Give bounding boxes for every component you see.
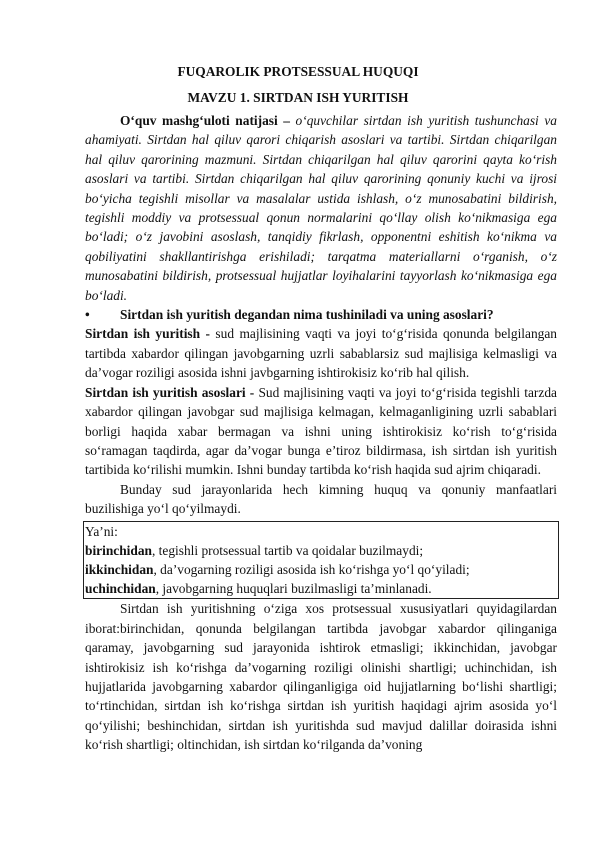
summary-item-term: uchinchidan: [85, 581, 156, 597]
definition-paragraph: [85, 324, 557, 382]
definition-text: sud majlisining vaqti va joyi to‘g‘risida qonunda belgilangan tartibda xabardor qilingan javobgarning uzrli sabablarsiz sud majlisiga kelmasligi va da’vogar roziligi asosida ishni javbgarning ishtirokisiz ko‘rib hal qilish.: [85, 326, 558, 381]
summary-item-text: , da’vogarning roziligi asosida ish ko‘rishga yo‘l qo‘yiladi;: [153, 561, 470, 577]
summary-box: [83, 521, 559, 600]
document-title: FUQAROLIK PROTSESSUAL HUQUQI: [177, 64, 419, 79]
grounds-text: Sud majlisining vaqti va joyi to‘g‘risida tegishli tarzda xabardor qilingan javobgar sud majlisiga kelmagan, kelmaganligining uzrli sabablari borligi haqida xabar bermagan va ishni uning ishtirokisiz ko‘rish to‘g‘risida so‘ramagan taqdirda, agar da’vogar bunga e’tiroz bildirmasa, ish sirtdan ish yuritish tartibida ko‘rilishi mumkin. Ishni bunday tartibda ko‘rish haqida sud ajrim chiqaradi.: [85, 384, 557, 478]
document-body: [85, 111, 557, 755]
intro-lead: O‘quv mashg‘uloti natijasi –: [120, 113, 290, 128]
document-subtitle: MAVZU 1. SIRTDAN ISH YURITISH: [187, 90, 409, 105]
rights-paragraph: Bunday sud jarayonlarida hech kimning huquq va qonuniy manfaatlari buzilishiga yo‘l qo‘yilmaydi.: [85, 481, 557, 517]
summary-item-text: , tegishli protsessual tartib va qoidalar buzilmaydi;: [151, 542, 424, 558]
definition-term: Sirtdan ish yuritish -: [85, 326, 210, 342]
summary-heading: Ya’ni:: [85, 523, 118, 539]
grounds-paragraph: [85, 383, 557, 480]
question-bullet: [85, 305, 557, 324]
intro-paragraph: [85, 111, 557, 305]
question-text: Sirtdan ish yuritish degandan nima tushiniladi va uning asoslari?: [120, 307, 494, 323]
summary-item-term: ikkinchidan: [85, 561, 154, 577]
summary-item: [85, 541, 557, 560]
summary-item-term: birinchidan: [85, 542, 152, 558]
features-paragraph: Sirtdan ish yuritishning o‘ziga xos protsessual xususiyatlari quyidagilardan iborat:birinchidan, qonunda belgilangan tartibda javobgar xabardor qilinganiga qaramay, javobgarning sud jarayonida ishtirok etmasligi; ikkinchidan, javobgar ishtirokisiz ish ko‘rishga da’vogarning roziligi olinishi shartligi; uchinchidan, ish hujjatlarida javobgarning xabardor qilinganligiga oid hujjatlarning bo‘lishi shartligi; to‘rtinchidan, sirtdan ish ko‘rishga sirtdan ish yuritish haqidagi ajrim asosida yo‘l qo‘yilishi; beshinchidan, sirtdan ish yuritishda sud mavjud dalillar doirasida ishni ko‘rish shartligi; oltinchidan, ish sirtdan ko‘rilganda da’voning: [85, 601, 557, 753]
grounds-term: Sirtdan ish yuritish asoslari -: [85, 384, 255, 400]
summary-item-text: , javobgarning huquqlari buzilmasligi ta’minlanadi.: [155, 581, 432, 597]
bullet-icon: •: [85, 307, 90, 323]
summary-item: [85, 579, 557, 598]
intro-text: o‘quvchilar sirtdan ish yuritish tushunchasi va ahamiyati. Sirtdan hal qiluv qarori chiqarish asoslari va tartibi. Sirtdan chiqarilgan hal qiluv qarorining mazmuni. Sirtdan chiqarilgan hal qiluv qarorini qayta ko‘rish asoslari va tartibi. Sirtdan chiqarilgan hal qiluv qarorining qonuniy kuchi va ijrosi bo‘yicha tegishli misollar va masalalar ustida ishlash, o‘z munosabatini bildirish, tegishli moddiy va protsessual qonun normalarini qo‘llay olish ko‘nikmasiga ega bo‘ladi; o‘z javobini asoslash, tanqidiy fikrlash, opponentni eshitish ko‘nikma va qobiliyatini shakllantirishga erishiladi; tarqatma materiallarni o‘rganish, o‘z munosabatini bildirish, protsessual hujjatlar loyihalarini tayyorlash ko‘nikmasiga ega bo‘ladi.: [85, 113, 557, 303]
summary-item: [85, 560, 557, 579]
